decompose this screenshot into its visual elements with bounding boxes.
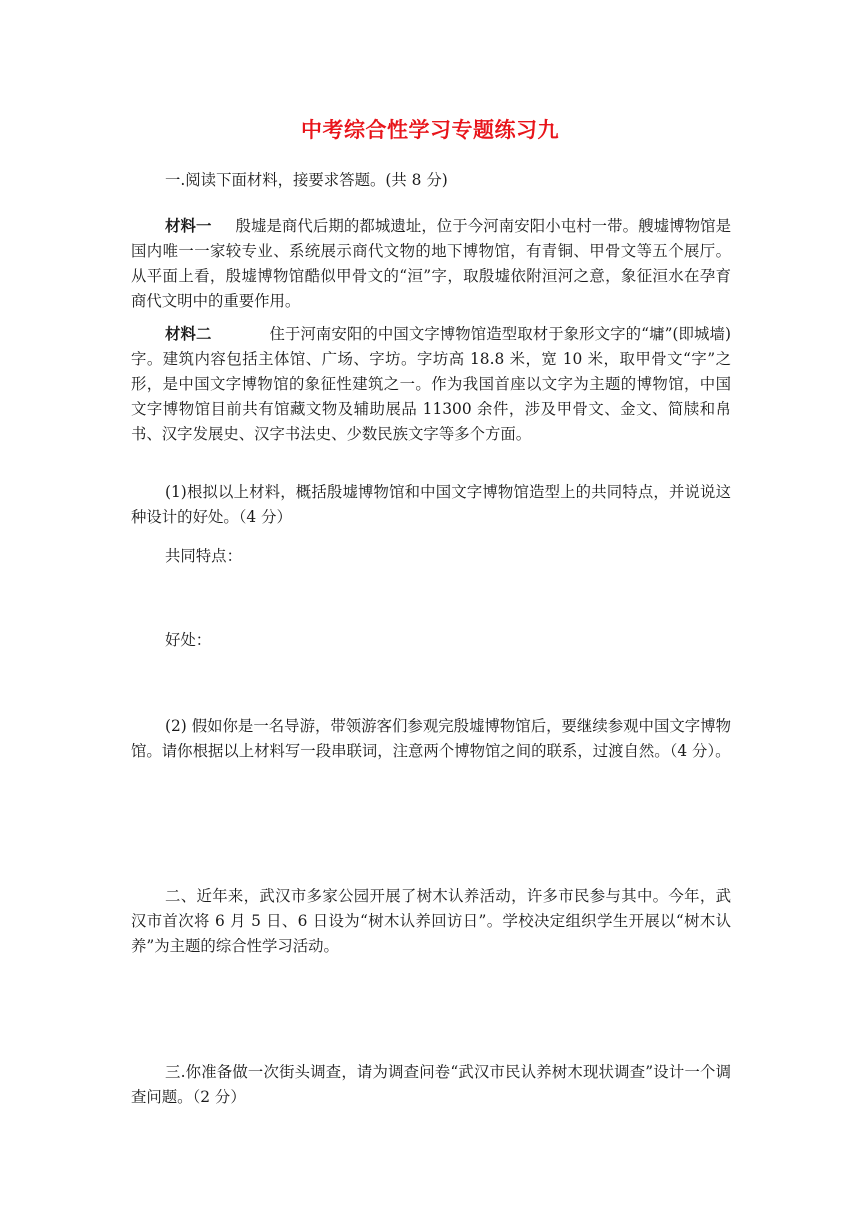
section2-text: 二、近年来，武汉市多家公园开展了树木认养活动，许多市民参与其中。今年，武汉市首次将 6 月 5 日、6 日设为“树木认养回访日”。学校决定组织学生开展以“树木认养”为主题的综合性学习活动。: [131, 887, 731, 955]
section1-heading: 一.阅读下面材料，接要求答题。(共 8 分): [165, 171, 448, 189]
material1-text: 殷墟是商代后期的都城遗址，位于今河南安阳小屯村一带。艘墟博物馆是国内唯一一家较专业、系统展示商代文物的地下博物馆，有青铜、甲骨文等五个展厅。从平面上看，殷墟博物馆酷似甲骨文的“洹”字，取殷墟依附洹河之意，象征洹水在孕育商代文明中的重要作用。: [131, 217, 731, 310]
material1-label: 材料一: [165, 217, 212, 235]
question2: (2) 假如你是一名导游，带领游客们参观完殷墟博物馆后，要继续参观中国文字博物馆。请你根据以上材料写一段串联词，注意两个博物馆之间的联系，过渡自然。（4 分）。: [131, 717, 731, 760]
q1-benefit-label: 好处：: [165, 631, 212, 649]
section3-text: 三.你准备做一次街头调查，请为调查问卷“武汉市民认养树木现状调查”设计一个调查问题。（2 分）: [131, 1063, 731, 1106]
document-title: 中考综合性学习专题练习九: [301, 118, 559, 142]
q1-common-features-label: 共同特点：: [165, 547, 242, 565]
material2-text: 住于河南安阳的中国文字博物馆造型取材于象形文字的“墉”(即城墙)字。建筑内容包括主体馆、广场、字坊。字坊高 18.8 米，宽 10 米，取甲骨文“字”之形，是中国文字博物馆的象征性建筑之一。作为我国首座以文字为主题的博物馆，中国文字博物馆目前共有馆藏文物及辅助展品 11300 余件，涉及甲骨文、金文、简牍和帛书、汉字发展史、汉字书法史、少数民族文字等多个方面。: [131, 325, 731, 443]
material2-paragraph: [131, 322, 731, 447]
material2-label: 材料二: [165, 325, 212, 343]
question1: (1)根拟以上材料，概括殷墟博物馆和中国文字博物馆造型上的共同特点，并说说这种设计的好处。（4 分）: [131, 483, 731, 526]
material1-paragraph: [131, 214, 731, 314]
